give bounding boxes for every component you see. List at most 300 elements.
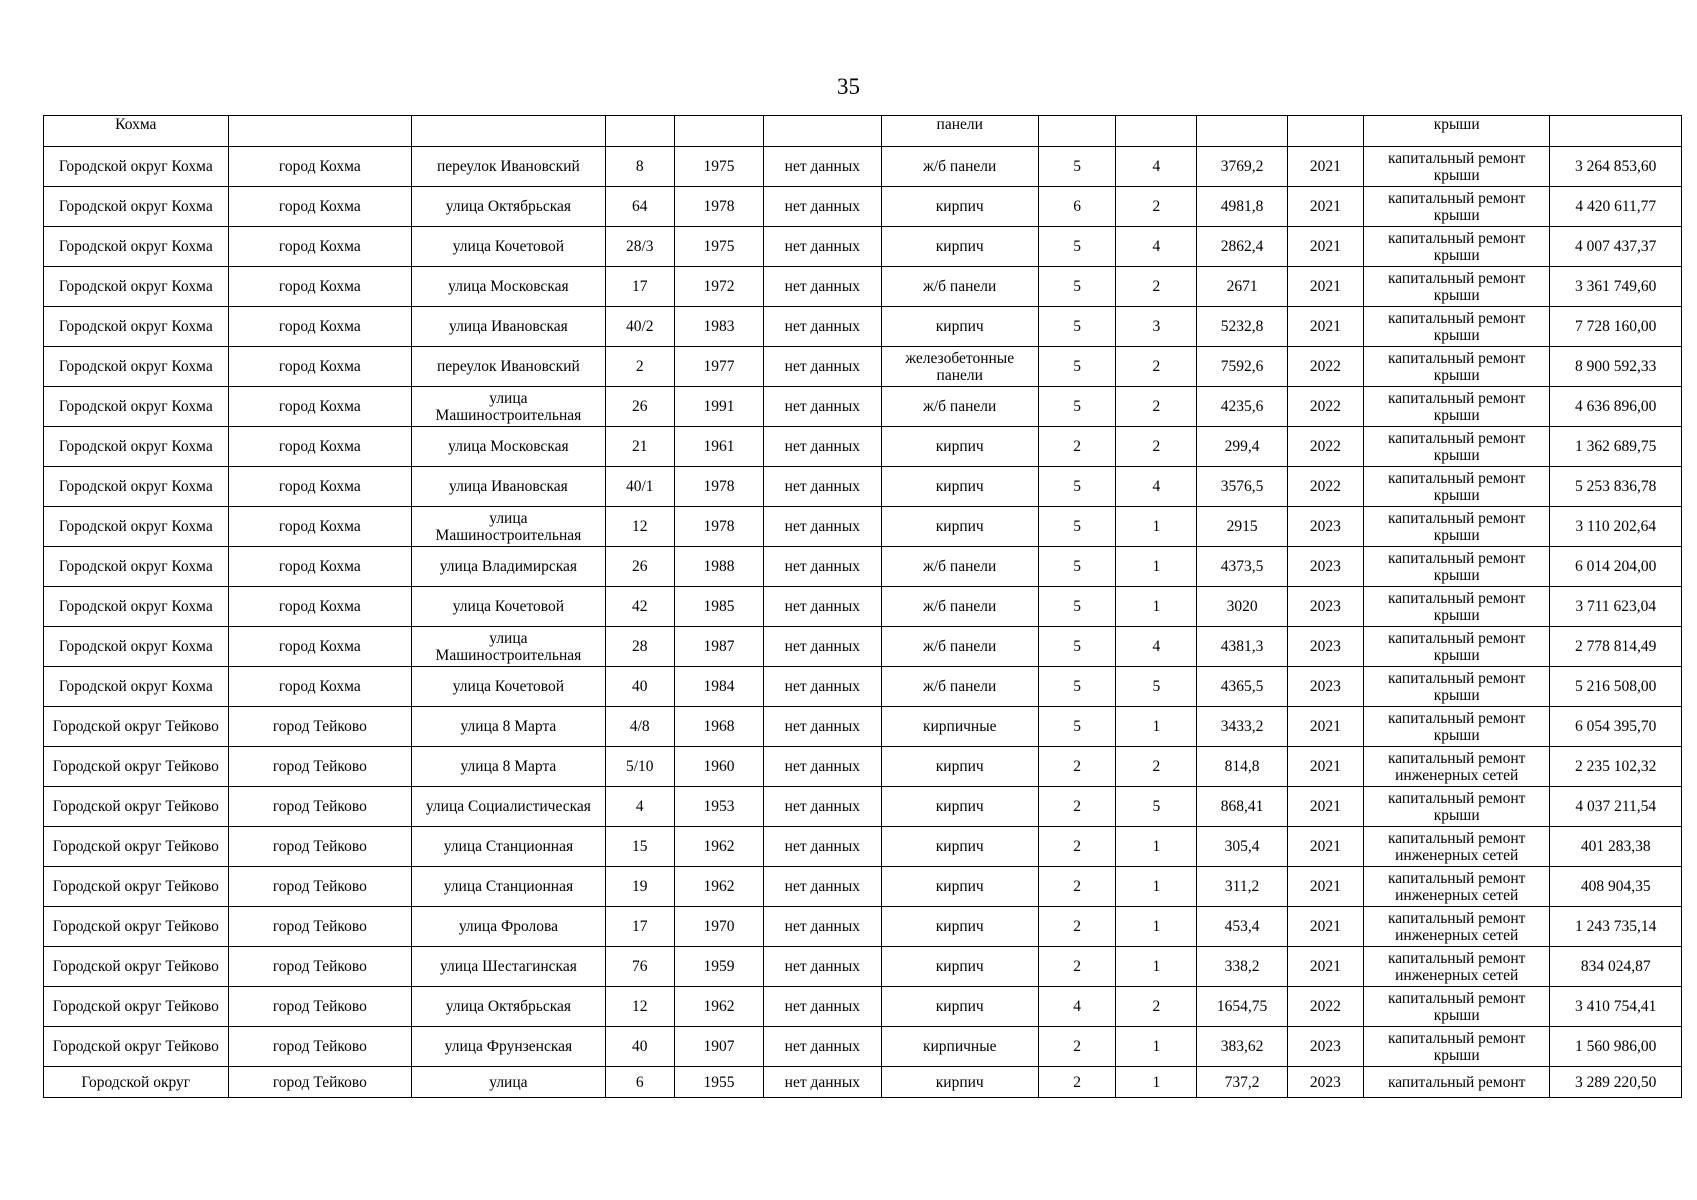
cell-municipality: Городской округ Кохма [44, 667, 229, 707]
cell-street: улица Машиностроительная [412, 627, 606, 667]
cell-wall-material: кирпичные [881, 707, 1038, 747]
cell-floors [1038, 116, 1115, 147]
cell-entrances: 2 [1116, 427, 1197, 467]
table-row [44, 987, 1682, 1027]
cell-wall-material: кирпич [881, 867, 1038, 907]
cell-area: 3769,2 [1197, 147, 1287, 187]
cell-wall-material: кирпич [881, 947, 1038, 987]
cell-entrances: 4 [1116, 627, 1197, 667]
cell-area: 3020 [1197, 587, 1287, 627]
cell-municipality: Городской округ Тейково [44, 707, 229, 747]
cell-entrances: 1 [1116, 947, 1197, 987]
cell-commissioning-year: нет данных [764, 627, 881, 667]
cell-area: 7592,6 [1197, 347, 1287, 387]
cell-municipality: Городской округ Кохма [44, 227, 229, 267]
cell-commissioning-year: нет данных [764, 1067, 881, 1098]
cell-municipality: Городской округ Тейково [44, 867, 229, 907]
cell-floors: 4 [1038, 987, 1115, 1027]
cell-house-number: 26 [605, 387, 674, 427]
cell-settlement: город Кохма [228, 187, 412, 227]
cell-floors: 2 [1038, 907, 1115, 947]
cell-plan-year: 2023 [1287, 547, 1363, 587]
cell-floors: 5 [1038, 307, 1115, 347]
cell-build-year: 1991 [674, 387, 763, 427]
cell-wall-material: кирпич [881, 1067, 1038, 1098]
cell-commissioning-year: нет данных [764, 147, 881, 187]
cell-repair-cost: 4 007 437,37 [1550, 227, 1682, 267]
cell-wall-material: кирпич [881, 507, 1038, 547]
cell-build-year: 1984 [674, 667, 763, 707]
cell-entrances: 1 [1116, 507, 1197, 547]
cell-area: 338,2 [1197, 947, 1287, 987]
cell-commissioning-year: нет данных [764, 987, 881, 1027]
cell-house-number: 5/10 [605, 747, 674, 787]
cell-repair-type: капитальный ремонт крыши [1363, 667, 1550, 707]
cell-entrances: 1 [1116, 587, 1197, 627]
cell-repair-type: капитальный ремонт крыши [1363, 227, 1550, 267]
cell-build-year: 1955 [674, 1067, 763, 1098]
cell-settlement: город Тейково [228, 787, 412, 827]
cell-commissioning-year: нет данных [764, 467, 881, 507]
cell-commissioning-year: нет данных [764, 507, 881, 547]
cell-wall-material: ж/б панели [881, 587, 1038, 627]
cell-entrances: 1 [1116, 547, 1197, 587]
cell-wall-material: кирпич [881, 787, 1038, 827]
cell-repair-type: капитальный ремонт крыши [1363, 1027, 1550, 1067]
cell-plan-year: 2022 [1287, 427, 1363, 467]
cell-build-year: 1985 [674, 587, 763, 627]
cell-entrances: 2 [1116, 187, 1197, 227]
cell-repair-type: капитальный ремонт инженерных сетей [1363, 907, 1550, 947]
cell-wall-material: кирпич [881, 227, 1038, 267]
cell-plan-year: 2021 [1287, 227, 1363, 267]
cell-plan-year [1287, 116, 1363, 147]
cell-build-year: 1959 [674, 947, 763, 987]
cell-area: 2671 [1197, 267, 1287, 307]
cell-repair-type: капитальный ремонт крыши [1363, 787, 1550, 827]
cell-house-number: 28 [605, 627, 674, 667]
table-row [44, 187, 1682, 227]
cell-build-year: 1961 [674, 427, 763, 467]
cell-floors: 5 [1038, 267, 1115, 307]
cell-municipality: Городской округ Тейково [44, 907, 229, 947]
cell-floors: 5 [1038, 147, 1115, 187]
cell-entrances: 5 [1116, 787, 1197, 827]
cell-settlement: город Кохма [228, 267, 412, 307]
cell-settlement: город Кохма [228, 627, 412, 667]
cell-repair-cost: 2 235 102,32 [1550, 747, 1682, 787]
cell-repair-type: капитальный ремонт крыши [1363, 627, 1550, 667]
cell-municipality: Городской округ Кохма [44, 627, 229, 667]
cell-build-year [674, 116, 763, 147]
cell-repair-type: капитальный ремонт крыши [1363, 467, 1550, 507]
table-row [44, 867, 1682, 907]
cell-floors: 5 [1038, 467, 1115, 507]
cell-build-year: 1978 [674, 467, 763, 507]
cell-floors: 2 [1038, 787, 1115, 827]
cell-commissioning-year: нет данных [764, 827, 881, 867]
table-row [44, 307, 1682, 347]
cell-floors: 5 [1038, 707, 1115, 747]
cell-house-number: 40 [605, 667, 674, 707]
cell-house-number: 40/1 [605, 467, 674, 507]
cell-repair-cost: 3 361 749,60 [1550, 267, 1682, 307]
cell-repair-type: капитальный ремонт крыши [1363, 387, 1550, 427]
cell-area: 453,4 [1197, 907, 1287, 947]
cell-repair-cost: 1 560 986,00 [1550, 1027, 1682, 1067]
cell-house-number: 12 [605, 507, 674, 547]
cell-house-number: 12 [605, 987, 674, 1027]
cell-area: 4381,3 [1197, 627, 1287, 667]
cell-area: 4981,8 [1197, 187, 1287, 227]
cell-street: улица Шестагинская [412, 947, 606, 987]
cell-street: улица Октябрьская [412, 187, 606, 227]
cell-wall-material: кирпич [881, 827, 1038, 867]
cell-municipality: Городской округ Кохма [44, 467, 229, 507]
cell-area [1197, 116, 1287, 147]
cell-entrances: 3 [1116, 307, 1197, 347]
cell-repair-type: капитальный ремонт крыши [1363, 707, 1550, 747]
cell-area: 868,41 [1197, 787, 1287, 827]
cell-commissioning-year: нет данных [764, 187, 881, 227]
cell-settlement: город Кохма [228, 667, 412, 707]
table-row [44, 387, 1682, 427]
cell-house-number: 26 [605, 547, 674, 587]
cell-municipality: Городской округ Кохма [44, 347, 229, 387]
cell-municipality: Городской округ Кохма [44, 307, 229, 347]
cell-repair-cost: 4 420 611,77 [1550, 187, 1682, 227]
table-row [44, 627, 1682, 667]
cell-floors: 2 [1038, 427, 1115, 467]
cell-repair-cost: 834 024,87 [1550, 947, 1682, 987]
cell-house-number: 28/3 [605, 227, 674, 267]
cell-settlement: город Кохма [228, 427, 412, 467]
cell-area: 305,4 [1197, 827, 1287, 867]
cell-repair-type: капитальный ремонт инженерных сетей [1363, 747, 1550, 787]
cell-street: улица Станционная [412, 827, 606, 867]
table-row [44, 1027, 1682, 1067]
cell-street: улица Кочетовой [412, 227, 606, 267]
cell-area: 4235,6 [1197, 387, 1287, 427]
cell-floors: 5 [1038, 587, 1115, 627]
table-row [44, 116, 1682, 147]
cell-plan-year: 2021 [1287, 707, 1363, 747]
cell-street: улица Социалистическая [412, 787, 606, 827]
table-row [44, 787, 1682, 827]
cell-commissioning-year [764, 116, 881, 147]
cell-build-year: 1962 [674, 987, 763, 1027]
cell-floors: 6 [1038, 187, 1115, 227]
cell-settlement: город Кохма [228, 227, 412, 267]
cell-repair-type: капитальный ремонт крыши [1363, 987, 1550, 1027]
cell-area: 4373,5 [1197, 547, 1287, 587]
cell-settlement: город Кохма [228, 467, 412, 507]
cell-build-year: 1972 [674, 267, 763, 307]
cell-wall-material: кирпич [881, 187, 1038, 227]
cell-wall-material: ж/б панели [881, 147, 1038, 187]
cell-settlement: город Кохма [228, 387, 412, 427]
cell-plan-year: 2021 [1287, 787, 1363, 827]
cell-plan-year: 2021 [1287, 747, 1363, 787]
cell-wall-material: кирпич [881, 467, 1038, 507]
cell-commissioning-year: нет данных [764, 787, 881, 827]
cell-settlement: город Тейково [228, 987, 412, 1027]
cell-house-number: 21 [605, 427, 674, 467]
cell-plan-year: 2023 [1287, 507, 1363, 547]
cell-repair-cost: 4 636 896,00 [1550, 387, 1682, 427]
cell-settlement: город Тейково [228, 947, 412, 987]
cell-municipality: Городской округ [44, 1067, 229, 1098]
cell-street: улица 8 Марта [412, 707, 606, 747]
cell-municipality: Городской округ Кохма [44, 427, 229, 467]
cell-settlement: город Кохма [228, 507, 412, 547]
cell-repair-cost: 401 283,38 [1550, 827, 1682, 867]
cell-plan-year: 2021 [1287, 267, 1363, 307]
cell-plan-year: 2021 [1287, 147, 1363, 187]
table-row [44, 227, 1682, 267]
cell-repair-cost: 408 904,35 [1550, 867, 1682, 907]
cell-repair-cost [1550, 116, 1682, 147]
cell-area: 5232,8 [1197, 307, 1287, 347]
table-row [44, 147, 1682, 187]
table-row [44, 467, 1682, 507]
table-row [44, 907, 1682, 947]
cell-repair-type: капитальный ремонт крыши [1363, 267, 1550, 307]
cell-entrances: 2 [1116, 267, 1197, 307]
table-row [44, 547, 1682, 587]
cell-build-year: 1907 [674, 1027, 763, 1067]
cell-entrances: 4 [1116, 147, 1197, 187]
cell-plan-year: 2022 [1287, 387, 1363, 427]
cell-entrances: 1 [1116, 1027, 1197, 1067]
cell-area: 4365,5 [1197, 667, 1287, 707]
cell-wall-material: кирпич [881, 427, 1038, 467]
cell-wall-material: кирпич [881, 907, 1038, 947]
cell-street: улица Октябрьская [412, 987, 606, 1027]
cell-commissioning-year: нет данных [764, 667, 881, 707]
cell-build-year: 1988 [674, 547, 763, 587]
cell-repair-type: капитальный ремонт инженерных сетей [1363, 827, 1550, 867]
cell-wall-material: кирпич [881, 987, 1038, 1027]
cell-house-number [605, 116, 674, 147]
cell-commissioning-year: нет данных [764, 867, 881, 907]
cell-repair-type: капитальный ремонт крыши [1363, 547, 1550, 587]
cell-plan-year: 2021 [1287, 187, 1363, 227]
cell-floors: 5 [1038, 507, 1115, 547]
cell-settlement: город Кохма [228, 307, 412, 347]
cell-repair-type: капитальный ремонт инженерных сетей [1363, 867, 1550, 907]
cell-entrances: 2 [1116, 747, 1197, 787]
cell-plan-year: 2021 [1287, 907, 1363, 947]
cell-municipality: Городской округ Кохма [44, 147, 229, 187]
table-row [44, 267, 1682, 307]
cell-area: 2862,4 [1197, 227, 1287, 267]
cell-house-number: 17 [605, 907, 674, 947]
cell-plan-year: 2023 [1287, 1027, 1363, 1067]
cell-commissioning-year: нет данных [764, 227, 881, 267]
table-row [44, 747, 1682, 787]
cell-repair-type: капитальный ремонт крыши [1363, 187, 1550, 227]
cell-commissioning-year: нет данных [764, 1027, 881, 1067]
cell-wall-material: ж/б панели [881, 267, 1038, 307]
table-row [44, 667, 1682, 707]
cell-repair-cost: 3 289 220,50 [1550, 1067, 1682, 1098]
cell-repair-cost: 6 014 204,00 [1550, 547, 1682, 587]
cell-municipality: Кохма [44, 116, 229, 147]
cell-plan-year: 2022 [1287, 347, 1363, 387]
cell-repair-cost: 5 253 836,78 [1550, 467, 1682, 507]
cell-repair-cost: 3 410 754,41 [1550, 987, 1682, 1027]
cell-build-year: 1983 [674, 307, 763, 347]
cell-entrances: 1 [1116, 707, 1197, 747]
cell-house-number: 4/8 [605, 707, 674, 747]
cell-plan-year: 2021 [1287, 867, 1363, 907]
cell-street: улица [412, 1067, 606, 1098]
cell-street [412, 116, 606, 147]
cell-build-year: 1960 [674, 747, 763, 787]
cell-commissioning-year: нет данных [764, 907, 881, 947]
cell-plan-year: 2023 [1287, 627, 1363, 667]
cell-area: 737,2 [1197, 1067, 1287, 1098]
cell-municipality: Городской округ Кохма [44, 387, 229, 427]
table-row [44, 707, 1682, 747]
cell-house-number: 8 [605, 147, 674, 187]
cell-repair-type: капитальный ремонт крыши [1363, 507, 1550, 547]
cell-settlement: город Тейково [228, 1067, 412, 1098]
cell-wall-material: ж/б панели [881, 627, 1038, 667]
cell-street: улица 8 Марта [412, 747, 606, 787]
cell-settlement: город Кохма [228, 147, 412, 187]
cell-street: улица Кочетовой [412, 667, 606, 707]
cell-entrances: 2 [1116, 387, 1197, 427]
cell-commissioning-year: нет данных [764, 947, 881, 987]
cell-plan-year: 2022 [1287, 987, 1363, 1027]
cell-area: 311,2 [1197, 867, 1287, 907]
cell-floors: 2 [1038, 747, 1115, 787]
cell-floors: 5 [1038, 627, 1115, 667]
cell-floors: 5 [1038, 387, 1115, 427]
cell-house-number: 17 [605, 267, 674, 307]
cell-entrances: 2 [1116, 347, 1197, 387]
cell-street: улица Московская [412, 427, 606, 467]
cell-entrances: 1 [1116, 907, 1197, 947]
cell-wall-material: кирпич [881, 307, 1038, 347]
cell-street: улица Владимирская [412, 547, 606, 587]
cell-wall-material: ж/б панели [881, 387, 1038, 427]
cell-plan-year: 2021 [1287, 947, 1363, 987]
cell-street: улица Станционная [412, 867, 606, 907]
cell-street: улица Машиностроительная [412, 387, 606, 427]
cell-build-year: 1962 [674, 867, 763, 907]
cell-settlement: город Кохма [228, 547, 412, 587]
table-row [44, 427, 1682, 467]
cell-entrances: 5 [1116, 667, 1197, 707]
cell-repair-type: капитальный ремонт крыши [1363, 307, 1550, 347]
cell-floors: 2 [1038, 1067, 1115, 1098]
cell-repair-cost: 8 900 592,33 [1550, 347, 1682, 387]
cell-commissioning-year: нет данных [764, 587, 881, 627]
table-row [44, 587, 1682, 627]
cell-entrances: 2 [1116, 987, 1197, 1027]
cell-floors: 2 [1038, 947, 1115, 987]
cell-build-year: 1987 [674, 627, 763, 667]
cell-repair-type: капитальный ремонт крыши [1363, 147, 1550, 187]
cell-repair-type: крыши [1363, 116, 1550, 147]
cell-municipality: Городской округ Кохма [44, 587, 229, 627]
cell-build-year: 1962 [674, 827, 763, 867]
cell-floors: 5 [1038, 667, 1115, 707]
cell-municipality: Городской округ Кохма [44, 187, 229, 227]
cell-street: улица Фролова [412, 907, 606, 947]
cell-area: 814,8 [1197, 747, 1287, 787]
cell-plan-year: 2023 [1287, 587, 1363, 627]
cell-entrances: 1 [1116, 867, 1197, 907]
cell-house-number: 6 [605, 1067, 674, 1098]
cell-settlement: город Тейково [228, 867, 412, 907]
cell-area: 299,4 [1197, 427, 1287, 467]
cell-floors: 2 [1038, 867, 1115, 907]
cell-entrances: 1 [1116, 1067, 1197, 1098]
cell-street: улица Московская [412, 267, 606, 307]
cell-build-year: 1953 [674, 787, 763, 827]
cell-house-number: 42 [605, 587, 674, 627]
cell-entrances [1116, 116, 1197, 147]
cell-floors: 5 [1038, 347, 1115, 387]
cell-municipality: Городской округ Тейково [44, 987, 229, 1027]
cell-wall-material: кирпичные [881, 1027, 1038, 1067]
table-row [44, 507, 1682, 547]
cell-municipality: Городской округ Кохма [44, 267, 229, 307]
cell-plan-year: 2023 [1287, 667, 1363, 707]
table-row [44, 947, 1682, 987]
cell-commissioning-year: нет данных [764, 547, 881, 587]
cell-floors: 5 [1038, 547, 1115, 587]
cell-street: улица Кочетовой [412, 587, 606, 627]
cell-repair-type: капитальный ремонт крыши [1363, 587, 1550, 627]
cell-plan-year: 2022 [1287, 467, 1363, 507]
cell-entrances: 4 [1116, 467, 1197, 507]
table-body [44, 116, 1682, 1098]
cell-repair-cost: 1 362 689,75 [1550, 427, 1682, 467]
cell-wall-material: ж/б панели [881, 547, 1038, 587]
cell-build-year: 1978 [674, 507, 763, 547]
cell-build-year: 1978 [674, 187, 763, 227]
cell-repair-cost: 3 711 623,04 [1550, 587, 1682, 627]
cell-house-number: 2 [605, 347, 674, 387]
cell-settlement [228, 116, 412, 147]
cell-house-number: 76 [605, 947, 674, 987]
cell-wall-material: кирпич [881, 747, 1038, 787]
cell-street: переулок Ивановский [412, 347, 606, 387]
cell-commissioning-year: нет данных [764, 267, 881, 307]
cell-repair-cost: 5 216 508,00 [1550, 667, 1682, 707]
cell-area: 2915 [1197, 507, 1287, 547]
cell-street: улица Ивановская [412, 467, 606, 507]
cell-commissioning-year: нет данных [764, 347, 881, 387]
cell-plan-year: 2023 [1287, 1067, 1363, 1098]
cell-settlement: город Тейково [228, 907, 412, 947]
cell-repair-cost: 7 728 160,00 [1550, 307, 1682, 347]
cell-house-number: 40/2 [605, 307, 674, 347]
cell-wall-material: железобетонные панели [881, 347, 1038, 387]
cell-municipality: Городской округ Тейково [44, 787, 229, 827]
cell-street: переулок Ивановский [412, 147, 606, 187]
cell-street: улица Машиностроительная [412, 507, 606, 547]
cell-commissioning-year: нет данных [764, 707, 881, 747]
table-row [44, 1067, 1682, 1098]
cell-municipality: Городской округ Тейково [44, 747, 229, 787]
cell-repair-cost: 3 110 202,64 [1550, 507, 1682, 547]
